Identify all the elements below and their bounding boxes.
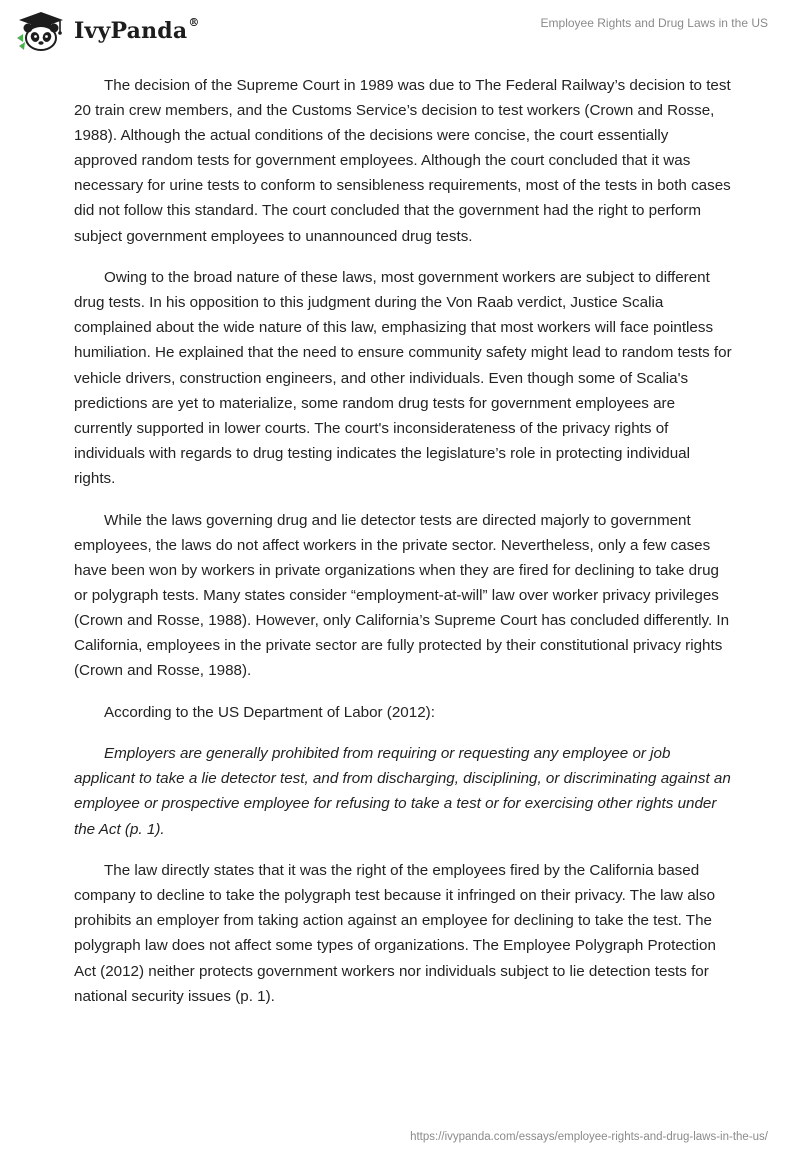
brand-name: IvyPanda® <box>74 16 200 44</box>
brand-logo[interactable] <box>14 10 200 52</box>
source-url-link[interactable]: https://ivypanda.com/essays/employee-rights-and-drug-laws-in-the-us/ <box>410 1131 768 1143</box>
trademark-symbol: ® <box>188 16 200 29</box>
document-title: Employee Rights and Drug Laws in the US <box>540 16 768 30</box>
essay-body <box>74 73 734 1025</box>
paragraph-4: According to the US Department of Labor (2012): <box>104 703 435 721</box>
paragraph-3: While the laws governing drug and lie detector tests are directed majorly to government employees, the laws do not affect workers in the private sector. Nevertheless, only a few cases have been won by workers in private organizations when they are fired for declining to take drug or polygraph tests. Many states consider “employment-at-will” law over worker privacy privileges (Crown and Rosse, 1988). However, only California’s Supreme Court has concluded differently. In California, employees in the private sector are fully protected by their constitutional privacy rights (Crown and Rosse, 1988). <box>74 511 730 680</box>
paragraph-5: The law directly states that it was the right of the employees fired by the California based company to decline to take the polygraph test because it infringed on their privacy. The law also prohibits an employer from taking action against an employee for declining to take the test. The polygraph law does not affect some types of organizations. The Employee Polygraph Protection Act (2012) neither protects government workers nor individuals subject to lie detection tests for national security issues (p. 1). <box>74 862 716 1005</box>
block-quote: Employers are generally prohibited from requiring or requesting any employee or job applicant to take a lie detector test, and from discharging, disciplining, or discriminating against an employee or prospective employee for refusing to take a test or for exercising other rights under the Act (p. 1). <box>74 745 731 838</box>
panda-graduation-cap-icon <box>14 10 68 52</box>
paragraph-1: The decision of the Supreme Court in 1989 was due to The Federal Railway’s decision to test 20 train crew members, and the Customs Service’s decision to test workers (Crown and Rosse, 1988). Although the actual conditions of the decisions were concise, the court essentially approved random tests for government employees. Although the court concluded that it was necessary for urine tests to conform to sensibleness requirements, most of the tests in both cases did not follow this standard. The court concluded that the government had the right to perform subject government employees to unannounced drug tests. <box>74 77 731 245</box>
paragraph-2: Owing to the broad nature of these laws, most government workers are subject to different drug tests. In his opposition to this judgment during the Von Raab verdict, Justice Scalia complained about the wide nature of this law, emphasizing that most workers will face pointless humiliation. He explained that the need to ensure community safety might lead to random tests for vehicle drivers, construction engineers, and other individuals. Even though some of Scalia's predictions are yet to materialize, some random drug tests for government employees are currently supported in lower courts. The court's inconsiderateness of the privacy rights of individuals with regards to drug testing indicates the legislature’s role in protecting individual rights. <box>74 269 732 487</box>
page-header <box>0 0 800 60</box>
